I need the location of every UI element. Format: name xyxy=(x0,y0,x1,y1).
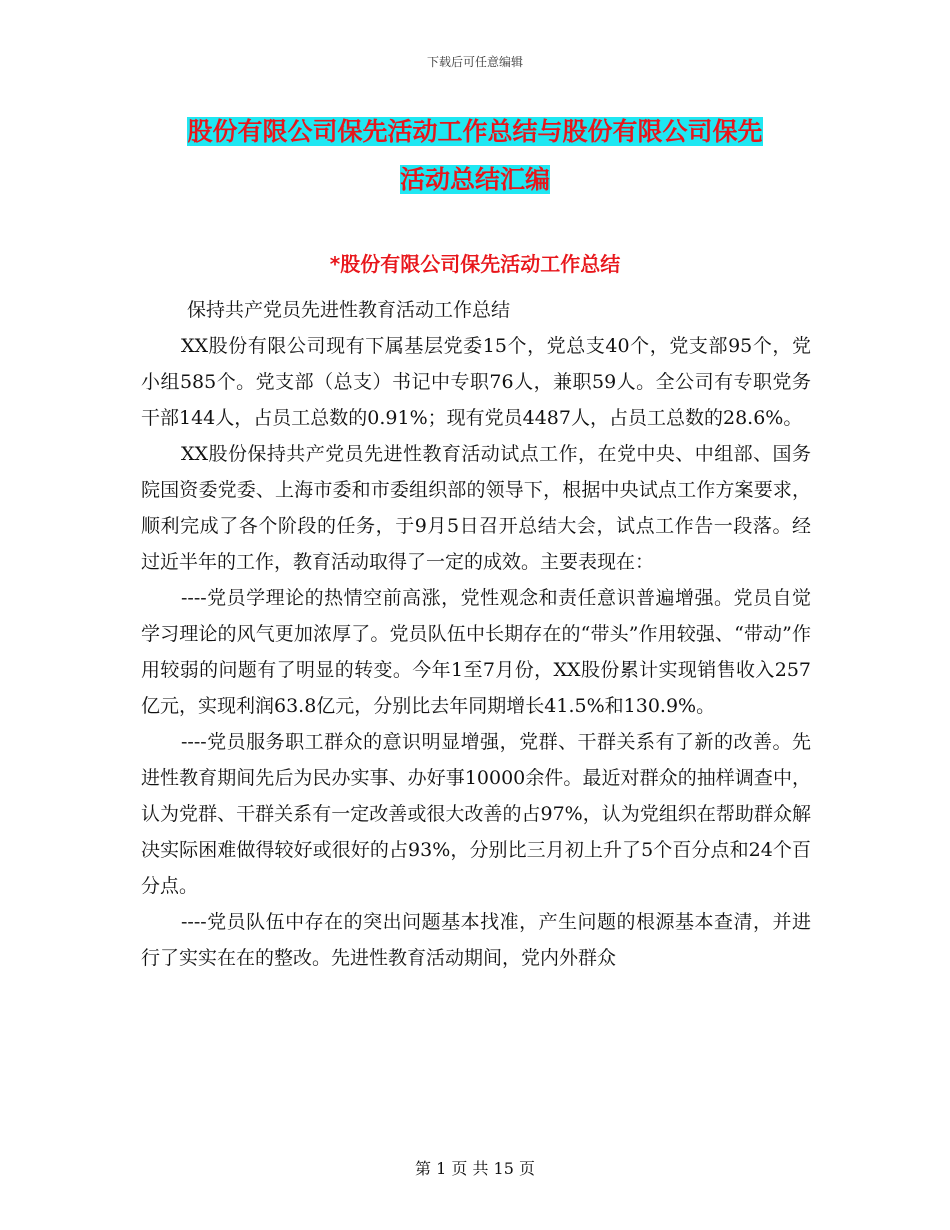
subheading: 保持共产党员先进性教育活动工作总结 xyxy=(187,299,511,321)
paragraph: ----党员队伍中存在的突出问题基本找准，产生问题的根源基本查清，并进行了实实在在的整改。先进性教育活动期间，党内外群众 xyxy=(141,911,811,969)
paragraph: XX股份有限公司现有下属基层党委15个，党总支40个，党支部95个，党小组585个。党支部（总支）书记中专职76人，兼职59人。全公司有专职党务干部144人，占员工总数的0.91%；现有党员4487人，占员工总数的28.6%。 xyxy=(141,335,811,429)
paragraph: ----党员服务职工群众的意识明显增强，党群、干群关系有了新的改善。先进性教育期间先后为民办实事、办好事10000余件。最近对群众的抽样调查中，认为党群、干群关系有一定改善或很大改善的占97%，认为党组织在帮助群众解决实际困难做得较好或很好的占93%，分别比三月初上升了5个百分点和24个百分点。 xyxy=(141,731,811,897)
paragraph: ----党员学理论的热情空前高涨，党性观念和责任意识普遍增强。党员自觉学习理论的风气更加浓厚了。党员队伍中长期存在的“带头”作用较强、“带动”作用较弱的问题有了明显的转变。今年1至7月份，XX股份累计实现销售收入257亿元，实现利润63.8亿元，分别比去年同期增长41.5%和130.9%。 xyxy=(141,587,811,717)
section-heading: *股份有限公司保先活动工作总结 xyxy=(329,252,621,276)
header-note: 下载后可任意编辑 xyxy=(426,55,523,69)
page-number: 第 1 页 共 15 页 xyxy=(415,1159,535,1178)
title-line-2: 活动总结汇编 xyxy=(399,165,550,194)
title-line-1: 股份有限公司保先活动工作总结与股份有限公司保先 xyxy=(187,117,763,146)
document-title xyxy=(0,108,950,204)
paragraph: XX股份保持共产党员先进性教育活动试点工作，在党中央、中组部、国务院国资委党委、上海市委和市委组织部的领导下，根据中央试点工作方案要求，顺利完成了各个阶段的任务，于9月5日召开总结大会，试点工作告一段落。经过近半年的工作，教育活动取得了一定的成效。主要表现在： xyxy=(141,443,811,573)
document-body xyxy=(141,292,811,976)
